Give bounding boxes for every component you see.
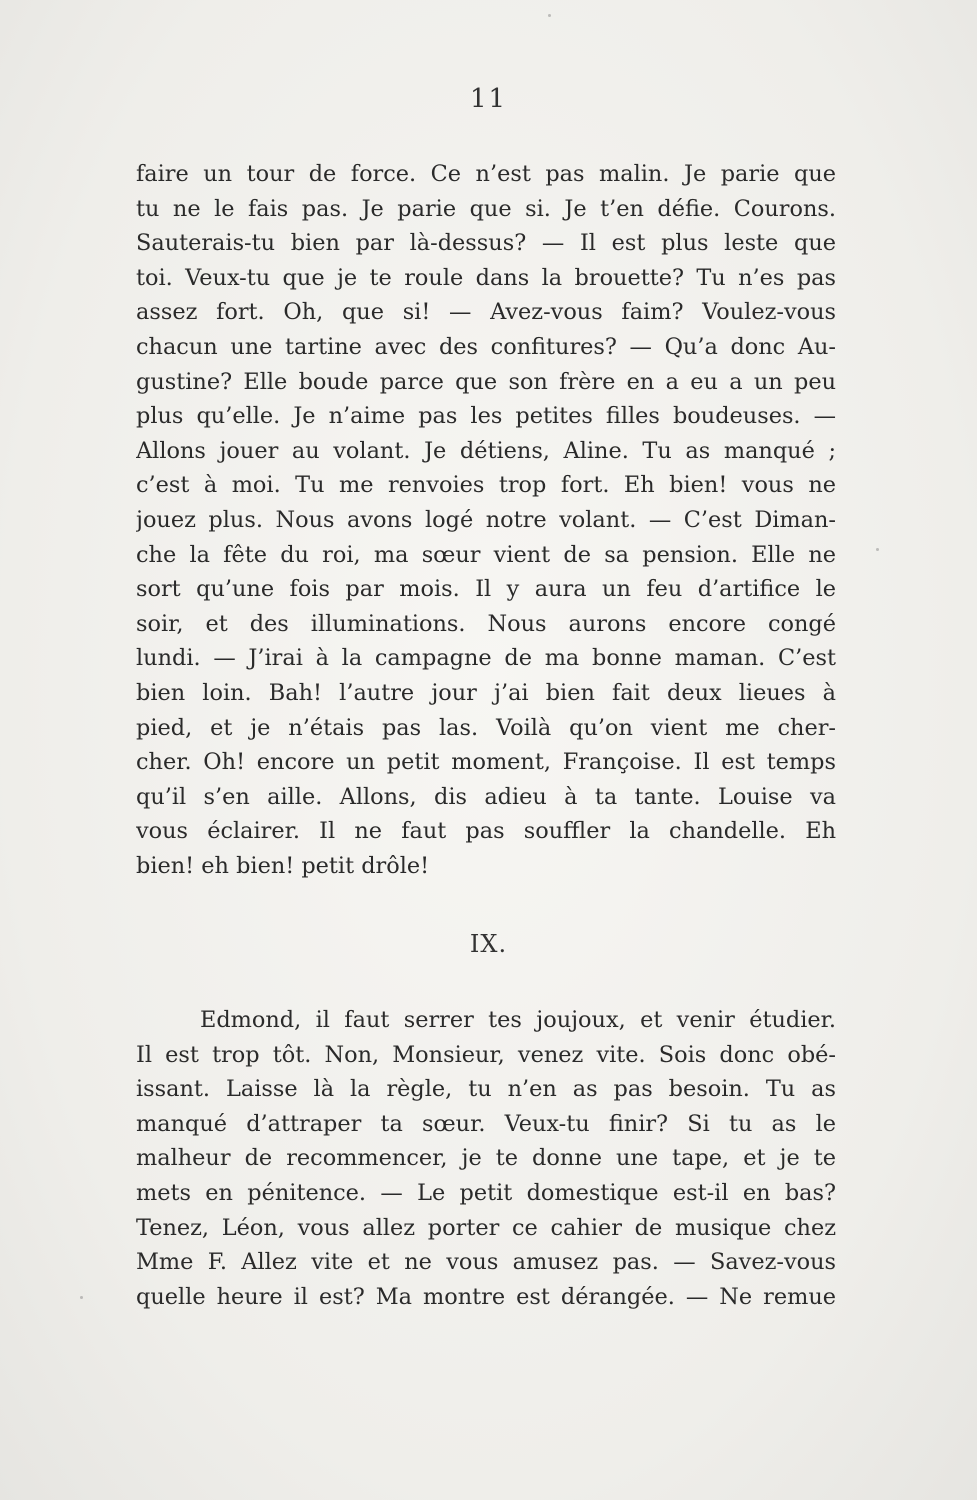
text-line: jouez plus. Nous avons logé notre volant. — C’est Diman- — [136, 506, 836, 533]
text-line: bien! eh bien! petit drôle! — [136, 852, 430, 879]
text-line: lundi. — J’irai à la campagne de ma bonne maman. C’est — [136, 645, 836, 672]
text-line: Sauterais-tu bien par là-dessus? — Il est plus leste que — [136, 230, 836, 257]
section-two-text — [136, 1003, 836, 1314]
text-line: bien loin. Bah! l’autre jour j’ai bien fait deux lieues à — [136, 679, 836, 706]
text-line: tu ne le fais pas. Je parie que si. Je t’en défie. Courons. — [136, 195, 836, 222]
text-line: chacun une tartine avec des confitures? — Qu’a donc Au- — [136, 333, 836, 360]
text-line: qu’il s’en aille. Allons, dis adieu à ta tante. Louise va — [136, 783, 836, 810]
page-number: 11 — [469, 84, 508, 114]
text-line: mets en pénitence. — Le petit domestique est-il en bas? — [136, 1179, 836, 1206]
text-line: plus qu’elle. Je n’aime pas les petites filles boudeuses. — — [136, 403, 836, 430]
text-line: Mme F. Allez vite et ne vous amusez pas. — Savez-vous — [136, 1249, 836, 1276]
paper-speck — [548, 14, 551, 17]
text-line: pied, et je n’étais pas las. Voilà qu’on vient me cher- — [136, 714, 836, 741]
text-line: gustine? Elle boude parce que son frère en a eu a un peu — [136, 368, 836, 395]
text-line: manqué d’attraper ta sœur. Veux-tu finir? Si tu as le — [136, 1110, 836, 1137]
text-line: sort qu’une fois par mois. Il y aura un feu d’artifice le — [136, 576, 836, 603]
text-line: issant. Laisse là la règle, tu n’en as pas besoin. Tu as — [136, 1076, 836, 1103]
section-heading: IX. — [469, 930, 508, 958]
text-line: soir, et des illuminations. Nous aurons encore congé — [136, 610, 836, 637]
text-line: vous éclairer. Il ne faut pas souffler la chandelle. Eh — [136, 818, 836, 845]
text-line: c’est à moi. Tu me renvoies trop fort. Eh bien! vous ne — [136, 472, 836, 499]
paper-speck — [80, 1296, 83, 1299]
paper-speck — [876, 548, 879, 551]
text-line: Allons jouer au volant. Je détiens, Aline. Tu as manqué ; — [136, 437, 836, 464]
text-line: che la fête du roi, ma sœur vient de sa pension. Elle ne — [136, 541, 836, 568]
text-line: Tenez, Léon, vous allez porter ce cahier de musique chez — [136, 1214, 836, 1241]
text-line: toi. Veux-tu que je te roule dans la brouette? Tu n’es pas — [136, 264, 836, 291]
text-line: cher. Oh! encore un petit moment, Françoise. Il est temps — [136, 749, 836, 776]
text-line: quelle heure il est? Ma montre est dérangée. — Ne remue — [136, 1283, 836, 1310]
text-line: Il est trop tôt. Non, Monsieur, venez vite. Sois donc obé- — [136, 1041, 836, 1068]
text-line: faire un tour de force. Ce n’est pas malin. Je parie que — [136, 161, 836, 187]
text-line: assez fort. Oh, que si! — Avez-vous faim? Voulez-vous — [136, 299, 836, 326]
text-line: malheur de recommencer, je te donne une tape, et je te — [136, 1145, 836, 1172]
text-line: Edmond, il faut serrer tes joujoux, et venir étudier. — [200, 1007, 836, 1033]
section-one-text — [136, 157, 836, 883]
